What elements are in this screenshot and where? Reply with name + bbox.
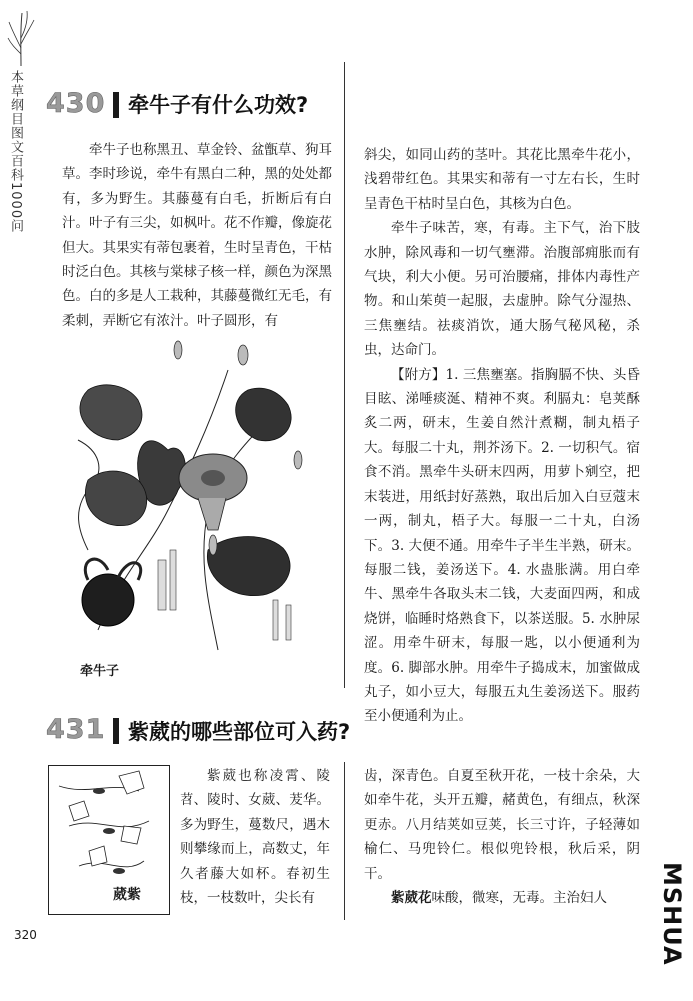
section-430-left-column [62,138,332,333]
heading-bar [113,718,119,744]
column-divider [344,762,345,920]
ziwei-figure-box [48,765,170,915]
section-title-430: 牵牛子有什么功效? [128,93,309,117]
morning-glory-illustration [58,330,328,660]
paragraph: 斜尖，如同山药的茎叶。其花比黑牵牛花小，浅碧带红色。其果实和蒂有一寸左右长，生时呈青色干枯时呈白色，其核为白色。 [364,147,640,212]
paragraph: 牵牛子也称黑丑、草金铃、盆甑草、狗耳草。李时珍说，牵牛有黑白二种，黑的处处都有，多为野生。其藤蔓有白毛，折断后有白汁。叶子有三尖，如枫叶。花不作瓣，像旋花但大。其果实有蒂包裹着，生时呈青色，干枯时泛白色。其核与棠梂子核一样，颜色为深黑色。白的多是人工栽种，其藤蔓微红无毛，有柔刺，弄断它有浓汁。叶子圆形，有 [62,142,332,329]
watermark: MSHUA [658,862,686,966]
book-title: 本草纲目图文百科1000问 [8,70,23,234]
section-431-right-column [364,764,640,910]
paragraph: 牵牛子味苦，寒，有毒。主下气，治下肢水肿，除风毒和一切气壅滞。治腹部痈胀而有气块，利大小便。另可治腰痛，排体内毒性产物。和山茱萸一起服，去虚肿。除气分湿热、三焦壅结。祛痰消饮，通大肠气秘风秘，杀虫，达命门。 [364,220,640,359]
heading-bar [113,92,119,118]
paragraph: 【附方】1. 三焦壅塞。指胸膈不快、头昏目眩、涕唾痰涎、精神不爽。利膈丸：皂荚酥炙二两，研末，生姜自然汁煮糊，制丸梧子大。每服二十丸，荆芥汤下。2. 一切积气。宿食不消。黑牵牛头研末四两，用萝卜剜空，把末装进，用纸封好蒸熟，取出后加入白豆蔻末一两，制丸，梧子大。每服一二十丸，白汤下。3. 大便不通。用牵牛子半生半熟，研末。每服二钱，姜汤送下。4. 水蛊胀满。用白牵牛、黑牵牛各取头末二钱，大麦面四两，和成烧饼，临睡时烙熟食下，以茶送服。5. 水肿尿涩。用牵牛研末，每服一匙，以小便通利为度。6. 脚部水肿。用牵牛子捣成末，加蜜做成丸子，如小豆大，每服五丸生姜汤送下。服药至小便通利为止。 [364,366,640,725]
section-number-430: 430 [46,88,106,119]
herb-text: 味酸，微寒，无毒。主治妇人 [431,890,607,907]
section-title-431: 紫葳的哪些部位可入药? [128,720,351,744]
page-number: 320 [14,928,37,942]
ziwei-illustration [49,766,169,914]
herb-label: 紫葳花 [391,890,432,907]
section-number-431: 431 [46,714,106,745]
figure-caption-431: 葳紫 [113,887,141,903]
paragraph: 紫葳也称凌霄、陵苕、陵时、女葳、茇华。多为野生，蔓数尺，遇木则攀缘而上，高数丈，年久者藤大如杯。春初生枝，一枝数叶，尖长有 [180,768,330,907]
grass-sprig-icon [6,8,36,68]
section-431-left-column [180,764,330,910]
figure-caption-430: 牵牛子 [80,664,120,679]
column-divider [344,62,345,688]
section-430-right-column [364,143,640,729]
paragraph: 齿，深青色。自夏至秋开花，一枝十余朵，大如牵牛花，头开五瓣，赭黄色，有细点，秋深更赤。八月结荚如豆荚，长三寸许，子轻薄如榆仁、马兜铃仁。根似兜铃根，秋后采，阴干。 [364,768,640,882]
